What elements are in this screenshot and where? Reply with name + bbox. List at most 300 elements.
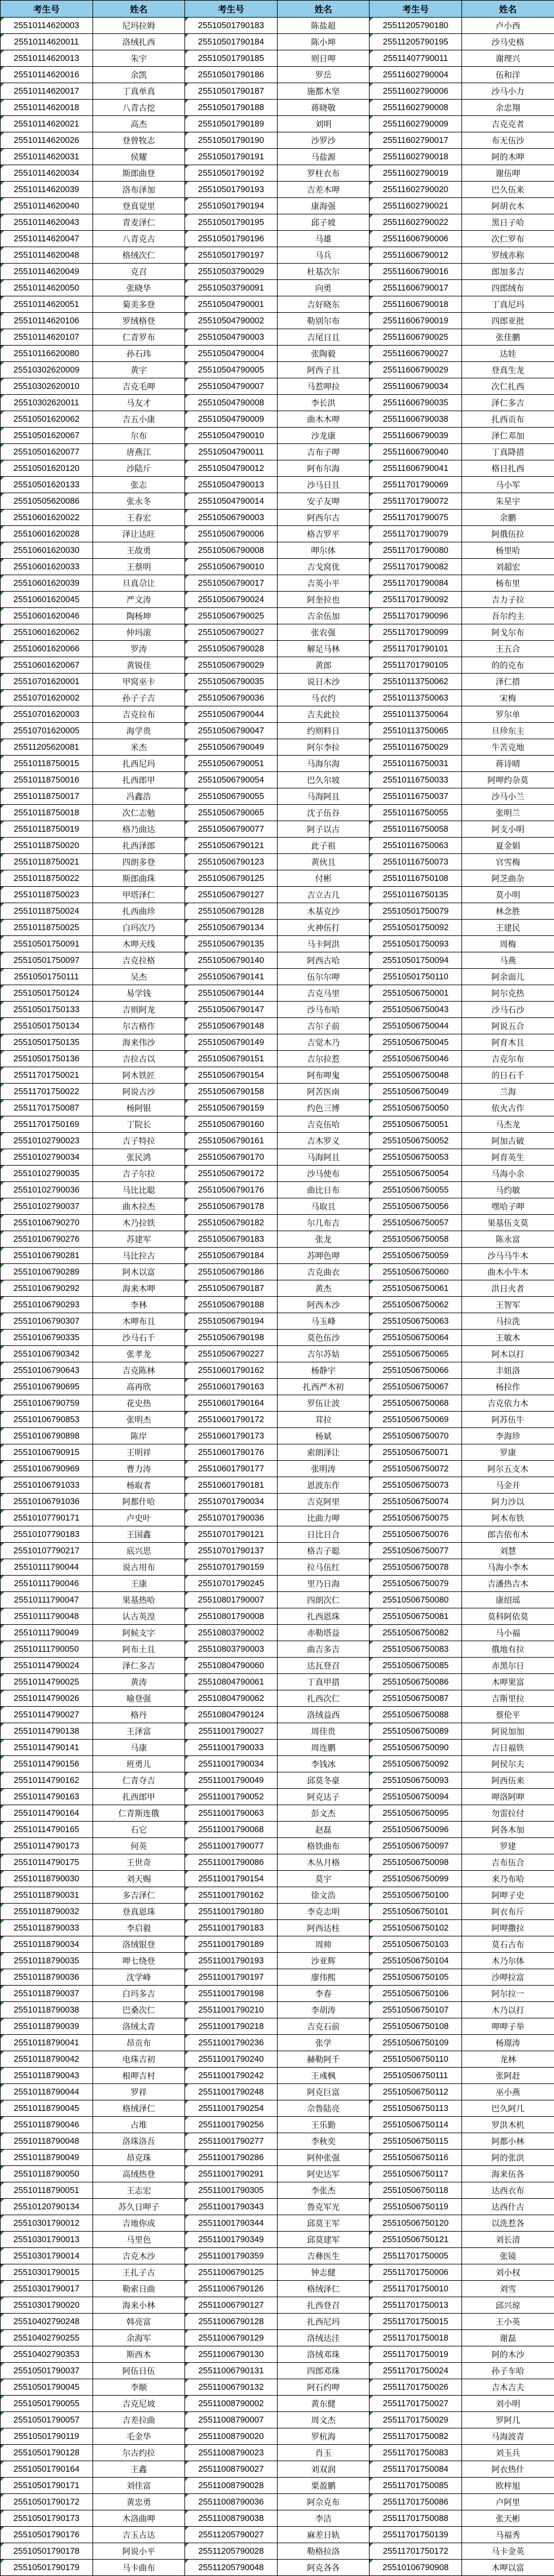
candidate-id-cell[interactable]: 25510506790127 <box>185 887 278 903</box>
candidate-id-cell[interactable]: 25510114620021 <box>1 116 93 132</box>
candidate-id-cell[interactable]: 25511606790029 <box>370 362 462 378</box>
candidate-id-cell[interactable]: 25511606790038 <box>370 411 462 428</box>
candidate-name-cell[interactable]: 王五合 <box>461 641 554 657</box>
candidate-name-cell[interactable]: 解足马林 <box>277 641 370 657</box>
candidate-id-cell[interactable]: 25511008790023 <box>185 2445 278 2461</box>
candidate-id-cell[interactable]: 25510301790013 <box>1 2232 93 2248</box>
candidate-name-cell[interactable]: 陈岸 <box>93 1428 185 1444</box>
candidate-id-cell[interactable]: 25510506750112 <box>370 2084 462 2100</box>
candidate-name-cell[interactable]: 蒋诗晴 <box>461 756 554 772</box>
candidate-id-cell[interactable]: 25510803790002 <box>185 1625 278 1641</box>
candidate-name-cell[interactable]: 马海小李木 <box>461 1559 554 1576</box>
column-header-exam-id-1[interactable]: 考生号 <box>1 1 93 18</box>
candidate-id-cell[interactable]: 25510506790028 <box>185 641 278 657</box>
candidate-id-cell[interactable]: 25510506750085 <box>370 1658 462 1674</box>
candidate-id-cell[interactable]: 25510506790172 <box>185 1166 278 1182</box>
candidate-id-cell[interactable]: 25510804790062 <box>185 1690 278 1707</box>
candidate-name-cell[interactable]: 麻差日轨 <box>277 2527 370 2543</box>
candidate-id-cell[interactable]: 25510504790004 <box>185 346 278 362</box>
candidate-id-cell[interactable]: 25510506750107 <box>370 2002 462 2018</box>
candidate-name-cell[interactable]: 果基热哈 <box>93 1592 185 1608</box>
candidate-id-cell[interactable]: 25510118750019 <box>1 821 93 838</box>
candidate-name-cell[interactable]: 林念胜 <box>461 903 554 920</box>
candidate-name-cell[interactable]: 洛绒达洼 <box>277 2330 370 2346</box>
candidate-name-cell[interactable]: 吉觉木乃 <box>277 1034 370 1051</box>
candidate-id-cell[interactable]: 25510501790045 <box>1 2379 93 2396</box>
candidate-id-cell[interactable]: 25510506750101 <box>370 1904 462 1920</box>
candidate-id-cell[interactable]: 25510506750104 <box>370 1953 462 1969</box>
candidate-id-cell[interactable]: 25510701790034 <box>185 1494 278 1510</box>
candidate-id-cell[interactable]: 25510506750098 <box>370 1854 462 1871</box>
candidate-id-cell[interactable]: 25511602790009 <box>370 116 462 132</box>
candidate-id-cell[interactable]: 25510504790007 <box>185 378 278 395</box>
candidate-id-cell[interactable]: 25510118790044 <box>1 2084 93 2100</box>
candidate-id-cell[interactable]: 25510506790036 <box>185 690 278 706</box>
candidate-id-cell[interactable]: 25510506750119 <box>370 2199 462 2215</box>
candidate-name-cell[interactable]: 阿西伍来 <box>461 1772 554 1789</box>
candidate-name-cell[interactable]: 格铁曲布 <box>277 1838 370 1854</box>
candidate-name-cell[interactable]: 周文杰 <box>277 2412 370 2428</box>
candidate-id-cell[interactable]: 25511001790277 <box>185 2133 278 2150</box>
candidate-id-cell[interactable]: 25510601790172 <box>185 1412 278 1428</box>
candidate-name-cell[interactable]: 王蔡明 <box>93 559 185 575</box>
candidate-name-cell[interactable]: 张明杰 <box>93 1412 185 1428</box>
candidate-id-cell[interactable]: 25510506750113 <box>370 2100 462 2117</box>
candidate-name-cell[interactable]: 吉克拉布 <box>93 706 185 723</box>
candidate-name-cell[interactable]: 旦真尕让 <box>93 575 185 592</box>
candidate-id-cell[interactable]: 25510116750031 <box>370 756 462 772</box>
candidate-id-cell[interactable]: 25510506790227 <box>185 1346 278 1362</box>
candidate-name-cell[interactable]: 付彬 <box>277 870 370 887</box>
candidate-name-cell[interactable]: 阿尔克热 <box>461 985 554 1002</box>
candidate-name-cell[interactable]: 邱莫王军 <box>277 2215 370 2232</box>
candidate-name-cell[interactable]: 吉尾日且 <box>277 329 370 346</box>
candidate-id-cell[interactable]: 25510506790003 <box>185 510 278 526</box>
candidate-id-cell[interactable]: 25511701750006 <box>370 2264 462 2281</box>
candidate-id-cell[interactable]: 25510506790054 <box>185 772 278 788</box>
candidate-name-cell[interactable]: 马盐源 <box>277 149 370 165</box>
candidate-id-cell[interactable]: 25510506750102 <box>370 1920 462 1936</box>
candidate-id-cell[interactable]: 25510106790695 <box>1 1379 93 1395</box>
candidate-name-cell[interactable]: 黄锐佳 <box>93 657 185 674</box>
candidate-id-cell[interactable]: 25511701790079 <box>370 526 462 542</box>
candidate-name-cell[interactable]: 阿胡衣木 <box>461 198 554 214</box>
candidate-id-cell[interactable]: 25510301790014 <box>1 2248 93 2264</box>
candidate-id-cell[interactable]: 25510501750091 <box>1 936 93 952</box>
candidate-id-cell[interactable]: 25510501790119 <box>1 2428 93 2445</box>
candidate-name-cell[interactable]: 杨静宇 <box>277 1362 370 1379</box>
candidate-name-cell[interactable]: 格丹 <box>93 1707 185 1723</box>
candidate-name-cell[interactable]: 吉克依力木 <box>461 1395 554 1412</box>
candidate-id-cell[interactable]: 25510114620026 <box>1 132 93 149</box>
candidate-id-cell[interactable]: 25510118750016 <box>1 772 93 788</box>
candidate-id-cell[interactable]: 25510111790046 <box>1 1576 93 1592</box>
candidate-id-cell[interactable]: 25510506750064 <box>370 1330 462 1346</box>
candidate-id-cell[interactable]: 25510118790035 <box>1 1953 93 1969</box>
candidate-id-cell[interactable]: 25510114790164 <box>1 1805 93 1822</box>
candidate-name-cell[interactable]: 泽让达旺 <box>93 526 185 542</box>
candidate-id-cell[interactable]: 25510506750109 <box>370 2035 462 2051</box>
candidate-id-cell[interactable]: 25510501750092 <box>370 920 462 936</box>
candidate-id-cell[interactable]: 25510506790135 <box>185 936 278 952</box>
candidate-id-cell[interactable]: 25510118750021 <box>1 854 93 870</box>
candidate-name-cell[interactable]: 则日呷 <box>277 50 370 67</box>
candidate-id-cell[interactable]: 25511001790180 <box>185 1904 278 1920</box>
candidate-id-cell[interactable]: 25510114620051 <box>1 296 93 313</box>
candidate-id-cell[interactable]: 25511001790218 <box>185 2018 278 2035</box>
candidate-id-cell[interactable]: 25510504790009 <box>185 411 278 428</box>
candidate-name-cell[interactable]: 王彧枫 <box>277 2068 370 2084</box>
column-header-exam-id-3[interactable]: 考生号 <box>370 1 462 18</box>
candidate-name-cell[interactable]: 约色三博 <box>277 1100 370 1116</box>
candidate-id-cell[interactable]: 25510504790013 <box>185 477 278 493</box>
candidate-name-cell[interactable]: 阿布尔海 <box>277 460 370 477</box>
candidate-id-cell[interactable]: 25510506750114 <box>370 2117 462 2133</box>
candidate-name-cell[interactable]: 沙呷拉富 <box>461 1969 554 1986</box>
candidate-id-cell[interactable]: 25511701750024 <box>370 2363 462 2379</box>
candidate-id-cell[interactable]: 25511205790028 <box>185 2543 278 2560</box>
candidate-name-cell[interactable]: 吉子特拉 <box>93 1133 185 1149</box>
candidate-id-cell[interactable]: 25510106790643 <box>1 1362 93 1379</box>
candidate-name-cell[interactable]: 阿芝曲杂 <box>461 870 554 887</box>
candidate-id-cell[interactable]: 25510506790144 <box>185 985 278 1002</box>
candidate-name-cell[interactable]: 八青古挖 <box>93 100 185 116</box>
candidate-name-cell[interactable]: 马小福 <box>461 1625 554 1641</box>
candidate-name-cell[interactable]: 海学贵 <box>93 723 185 739</box>
candidate-name-cell[interactable]: 勒索日曲 <box>93 2281 185 2297</box>
candidate-name-cell[interactable]: 扎西恩珠 <box>277 1608 370 1625</box>
candidate-id-cell[interactable]: 25510118750020 <box>1 838 93 854</box>
candidate-name-cell[interactable]: 唐燕江 <box>93 444 185 460</box>
candidate-id-cell[interactable]: 25511701750021 <box>1 1067 93 1084</box>
candidate-name-cell[interactable]: 马里色 <box>93 2232 185 2248</box>
candidate-name-cell[interactable]: 阿呷撒拉 <box>461 1920 554 1936</box>
candidate-id-cell[interactable]: 25510113750064 <box>370 706 462 723</box>
candidate-id-cell[interactable]: 25511008790038 <box>185 2510 278 2527</box>
candidate-id-cell[interactable]: 25510506750108 <box>370 2018 462 2035</box>
candidate-name-cell[interactable]: 阿伍日伍 <box>93 2363 185 2379</box>
candidate-name-cell[interactable]: 张学 <box>277 2035 370 2051</box>
candidate-id-cell[interactable]: 25511006790127 <box>185 2297 278 2314</box>
candidate-id-cell[interactable]: 25511001790052 <box>185 1789 278 1805</box>
candidate-name-cell[interactable]: 李启毅 <box>93 1920 185 1936</box>
candidate-id-cell[interactable]: 25511602790004 <box>370 67 462 83</box>
candidate-name-cell[interactable]: 彭文杰 <box>277 1805 370 1822</box>
candidate-id-cell[interactable]: 25510501790197 <box>185 247 278 264</box>
candidate-name-cell[interactable]: 阿说加加 <box>461 1723 554 1740</box>
candidate-name-cell[interactable]: 沙马小力 <box>461 83 554 100</box>
candidate-name-cell[interactable]: 莫石古布 <box>461 1936 554 1953</box>
candidate-id-cell[interactable]: 25510506790017 <box>185 575 278 592</box>
candidate-name-cell[interactable]: 格日扎西 <box>461 460 554 477</box>
candidate-id-cell[interactable]: 25511001790197 <box>185 1969 278 1986</box>
candidate-name-cell[interactable]: 吉克曲衣 <box>277 1264 370 1280</box>
candidate-name-cell[interactable]: 阿的木沙 <box>461 2346 554 2363</box>
candidate-id-cell[interactable]: 25511602790021 <box>370 198 462 214</box>
candidate-id-cell[interactable]: 25510118790032 <box>1 1904 93 1920</box>
candidate-id-cell[interactable]: 25511001790256 <box>185 2117 278 2133</box>
candidate-id-cell[interactable]: 25510504790008 <box>185 395 278 411</box>
candidate-id-cell[interactable]: 25510501790189 <box>185 116 278 132</box>
candidate-id-cell[interactable]: 25510114620018 <box>1 100 93 116</box>
candidate-id-cell[interactable]: 25510506790055 <box>185 788 278 805</box>
candidate-id-cell[interactable]: 25511006790126 <box>185 2281 278 2297</box>
candidate-name-cell[interactable]: 王扎子古 <box>93 2264 185 2281</box>
candidate-id-cell[interactable]: 25510506790176 <box>185 1182 278 1198</box>
candidate-id-cell[interactable]: 25510501790057 <box>1 2412 93 2428</box>
candidate-id-cell[interactable]: 25510501790188 <box>185 100 278 116</box>
candidate-id-cell[interactable]: 25511205790048 <box>185 2560 278 2576</box>
candidate-id-cell[interactable]: 25510506790141 <box>185 969 278 985</box>
candidate-name-cell[interactable]: 丰妞洛 <box>461 1362 554 1379</box>
candidate-id-cell[interactable]: 25510506750103 <box>370 1936 462 1953</box>
candidate-name-cell[interactable]: 阿木铁匠 <box>93 1067 185 1084</box>
candidate-id-cell[interactable]: 25510114790163 <box>1 1789 93 1805</box>
candidate-id-cell[interactable]: 25511001790183 <box>185 1920 278 1936</box>
candidate-id-cell[interactable]: 25511001790344 <box>185 2215 278 2232</box>
candidate-id-cell[interactable]: 25510506790140 <box>185 952 278 969</box>
candidate-name-cell[interactable]: 曲比日布 <box>277 1182 370 1198</box>
candidate-name-cell[interactable]: 海来木呷 <box>93 1280 185 1297</box>
candidate-id-cell[interactable]: 25510503790091 <box>185 280 278 296</box>
candidate-name-cell[interactable]: 木呷布且 <box>93 1313 185 1330</box>
candidate-id-cell[interactable]: 25511001790068 <box>185 1822 278 1838</box>
candidate-id-cell[interactable]: 25510501750134 <box>1 1018 93 1034</box>
candidate-id-cell[interactable]: 25510106790908 <box>370 2560 462 2576</box>
candidate-id-cell[interactable]: 25510506750081 <box>370 1608 462 1625</box>
candidate-name-cell[interactable]: 马友才 <box>93 395 185 411</box>
candidate-name-cell[interactable]: 阿支小明 <box>461 821 554 838</box>
candidate-id-cell[interactable]: 25510501790184 <box>185 34 278 50</box>
candidate-name-cell[interactable]: 黑日子哈 <box>461 214 554 231</box>
candidate-id-cell[interactable]: 25510113750065 <box>370 723 462 739</box>
candidate-id-cell[interactable]: 25510506750055 <box>370 1182 462 1198</box>
candidate-name-cell[interactable]: 吉尔苏姑 <box>277 1346 370 1362</box>
candidate-id-cell[interactable]: 25510506790198 <box>185 1330 278 1346</box>
candidate-id-cell[interactable]: 25510118790037 <box>1 1986 93 2002</box>
candidate-name-cell[interactable]: 的的克布 <box>461 657 554 674</box>
candidate-name-cell[interactable]: 周连鹏 <box>277 1740 370 1756</box>
candidate-id-cell[interactable]: 25510505620086 <box>1 493 93 510</box>
candidate-name-cell[interactable]: 张镜 <box>461 2248 554 2264</box>
candidate-id-cell[interactable]: 25511606790039 <box>370 428 462 444</box>
candidate-name-cell[interactable]: 马康 <box>93 1740 185 1756</box>
candidate-name-cell[interactable]: 阿衣布斤 <box>461 1904 554 1920</box>
candidate-id-cell[interactable]: 25511006790132 <box>185 2379 278 2396</box>
candidate-id-cell[interactable]: 25510506750115 <box>370 2133 462 2150</box>
candidate-name-cell[interactable]: 甲塔泽仁 <box>93 887 185 903</box>
candidate-name-cell[interactable]: 阿尔李拉 <box>277 739 370 756</box>
candidate-id-cell[interactable]: 25510506790029 <box>185 657 278 674</box>
candidate-name-cell[interactable]: 吉克拉格 <box>93 952 185 969</box>
candidate-name-cell[interactable]: 尔布 <box>93 428 185 444</box>
candidate-id-cell[interactable]: 25510114790141 <box>1 1740 93 1756</box>
candidate-id-cell[interactable]: 25510701620005 <box>1 723 93 739</box>
candidate-name-cell[interactable]: 马海阿且 <box>277 1149 370 1166</box>
candidate-name-cell[interactable]: 王建民 <box>461 920 554 936</box>
candidate-name-cell[interactable]: 刘明 <box>277 116 370 132</box>
candidate-id-cell[interactable]: 25511205620081 <box>1 739 93 756</box>
candidate-id-cell[interactable]: 25510501790171 <box>1 2478 93 2494</box>
candidate-id-cell[interactable]: 25511701750139 <box>370 2527 462 2543</box>
candidate-id-cell[interactable]: 25510501790193 <box>185 182 278 198</box>
candidate-id-cell[interactable]: 25510506750043 <box>370 1002 462 1018</box>
candidate-id-cell[interactable]: 25510106790759 <box>1 1395 93 1412</box>
candidate-name-cell[interactable]: 尔古约拉 <box>93 2445 185 2461</box>
candidate-id-cell[interactable]: 25510106790969 <box>1 1461 93 1477</box>
candidate-name-cell[interactable]: 余海军 <box>93 2330 185 2346</box>
candidate-name-cell[interactable]: 阿子以古 <box>277 821 370 838</box>
candidate-id-cell[interactable]: 25510506750092 <box>370 1756 462 1772</box>
candidate-id-cell[interactable]: 25510106790293 <box>1 1297 93 1313</box>
candidate-name-cell[interactable]: 巴久伍来 <box>461 182 554 198</box>
candidate-name-cell[interactable]: 吉布伍合 <box>461 1854 554 1871</box>
candidate-name-cell[interactable]: 扎西次仁 <box>277 1690 370 1707</box>
candidate-name-cell[interactable]: 罗阿几 <box>461 2412 554 2428</box>
candidate-name-cell[interactable]: 曲木拉杰 <box>93 1198 185 1215</box>
candidate-id-cell[interactable]: 25510302620009 <box>1 362 93 378</box>
candidate-id-cell[interactable]: 25510501790173 <box>1 2510 93 2527</box>
candidate-name-cell[interactable]: 阿仲张强 <box>277 2150 370 2166</box>
candidate-id-cell[interactable]: 25510503790029 <box>185 264 278 280</box>
candidate-name-cell[interactable]: 阿的木呷 <box>461 149 554 165</box>
candidate-id-cell[interactable]: 25510118750024 <box>1 903 93 920</box>
candidate-id-cell[interactable]: 25510601620066 <box>1 641 93 657</box>
candidate-id-cell[interactable]: 25510506750090 <box>370 1740 462 1756</box>
candidate-id-cell[interactable]: 25510804790124 <box>185 1707 278 1723</box>
candidate-name-cell[interactable]: 马玉峰 <box>277 1313 370 1330</box>
candidate-name-cell[interactable]: 莫宇 <box>277 1871 370 1887</box>
candidate-id-cell[interactable]: 25510114620106 <box>1 313 93 329</box>
candidate-id-cell[interactable]: 25510106790307 <box>1 1313 93 1330</box>
candidate-name-cell[interactable]: 阿奎拉也 <box>277 592 370 608</box>
candidate-name-cell[interactable]: 吉地你成 <box>93 2215 185 2232</box>
candidate-id-cell[interactable]: 25511001790033 <box>185 1740 278 1756</box>
candidate-id-cell[interactable]: 25510601620028 <box>1 526 93 542</box>
candidate-name-cell[interactable]: 海来伍各 <box>461 2166 554 2182</box>
candidate-id-cell[interactable]: 25510506790049 <box>185 739 278 756</box>
candidate-id-cell[interactable]: 25510601620067 <box>1 657 93 674</box>
candidate-id-cell[interactable]: 25510506750100 <box>370 1887 462 1904</box>
candidate-id-cell[interactable]: 25510601790176 <box>185 1444 278 1461</box>
candidate-id-cell[interactable]: 25510301790017 <box>1 2281 93 2297</box>
candidate-id-cell[interactable]: 25511001790077 <box>185 1838 278 1854</box>
candidate-name-cell[interactable]: 沙马马牛木 <box>461 1248 554 1264</box>
candidate-id-cell[interactable]: 25510506790077 <box>185 821 278 838</box>
candidate-id-cell[interactable]: 25510111790048 <box>1 1608 93 1625</box>
candidate-id-cell[interactable]: 25510114790165 <box>1 1822 93 1838</box>
candidate-id-cell[interactable]: 25511008790007 <box>185 2412 278 2428</box>
candidate-id-cell[interactable]: 25511001790349 <box>185 2232 278 2248</box>
candidate-name-cell[interactable]: 洛绒银登 <box>93 1936 185 1953</box>
candidate-id-cell[interactable]: 25511701790105 <box>370 657 462 674</box>
candidate-name-cell[interactable]: 嘿哈子呷 <box>461 1198 554 1215</box>
candidate-id-cell[interactable]: 25510506750061 <box>370 1280 462 1297</box>
candidate-name-cell[interactable]: 阿力沙以 <box>461 1494 554 1510</box>
candidate-name-cell[interactable]: 多吉泽仁 <box>93 1887 185 1904</box>
candidate-name-cell[interactable]: 仁青罗布 <box>93 329 185 346</box>
candidate-id-cell[interactable]: 25510504790005 <box>185 362 278 378</box>
candidate-id-cell[interactable]: 25510106790289 <box>1 1264 93 1280</box>
candidate-name-cell[interactable]: 吉克毛呷 <box>93 378 185 395</box>
candidate-id-cell[interactable]: 25511008790020 <box>185 2428 278 2445</box>
candidate-name-cell[interactable]: 吉英小平 <box>277 575 370 592</box>
candidate-name-cell[interactable]: 苏呷色呷 <box>277 1248 370 1264</box>
candidate-name-cell[interactable]: 沙马石千 <box>93 1330 185 1346</box>
candidate-name-cell[interactable]: 吉差木呷 <box>277 182 370 198</box>
candidate-id-cell[interactable]: 25510506790134 <box>185 920 278 936</box>
candidate-id-cell[interactable]: 25511006790128 <box>185 2314 278 2330</box>
candidate-id-cell[interactable]: 25510118790034 <box>1 1936 93 1953</box>
candidate-name-cell[interactable]: 马金开 <box>461 1477 554 1494</box>
candidate-name-cell[interactable]: 扎西尼玛 <box>93 756 185 772</box>
candidate-id-cell[interactable]: 25510118790033 <box>1 1920 93 1936</box>
column-header-name-2[interactable]: 姓名 <box>277 1 370 18</box>
candidate-id-cell[interactable]: 25510111790044 <box>1 1559 93 1576</box>
candidate-id-cell[interactable]: 25510504790011 <box>185 444 278 460</box>
candidate-name-cell[interactable]: 马海小余 <box>461 1166 554 1182</box>
candidate-name-cell[interactable]: 扎西严木初 <box>277 1379 370 1395</box>
candidate-name-cell[interactable]: 刘小权 <box>461 2264 554 2281</box>
candidate-name-cell[interactable]: 阿说小平 <box>93 2543 185 2560</box>
candidate-name-cell[interactable]: 达西衣布 <box>461 2182 554 2199</box>
candidate-name-cell[interactable]: 李海珍 <box>461 1428 554 1444</box>
candidate-name-cell[interactable]: 黄伙且 <box>277 854 370 870</box>
candidate-name-cell[interactable]: 邱莫冬豪 <box>277 1772 370 1789</box>
candidate-id-cell[interactable]: 25511001790189 <box>185 1936 278 1953</box>
candidate-id-cell[interactable]: 25510506750121 <box>370 2232 462 2248</box>
candidate-name-cell[interactable]: 阿克达子 <box>277 1789 370 1805</box>
candidate-id-cell[interactable]: 25510114620016 <box>1 67 93 83</box>
candidate-name-cell[interactable]: 赫勒阿千 <box>277 2051 370 2068</box>
candidate-id-cell[interactable]: 25510506750072 <box>370 1461 462 1477</box>
candidate-id-cell[interactable]: 25510506750070 <box>370 1428 462 1444</box>
candidate-name-cell[interactable]: 徐文浩 <box>277 1887 370 1904</box>
candidate-id-cell[interactable]: 25510501750079 <box>370 903 462 920</box>
candidate-id-cell[interactable]: 25510506750105 <box>370 1969 462 1986</box>
candidate-id-cell[interactable]: 25510116750037 <box>370 788 462 805</box>
candidate-name-cell[interactable]: 喻登强 <box>93 1690 185 1707</box>
candidate-id-cell[interactable]: 25510601620045 <box>1 592 93 608</box>
candidate-name-cell[interactable]: 罗柱衣布 <box>277 165 370 182</box>
candidate-id-cell[interactable]: 25510501790186 <box>185 67 278 83</box>
candidate-name-cell[interactable]: 韩亮富 <box>93 2314 185 2330</box>
candidate-name-cell[interactable]: 丁真降措 <box>461 444 554 460</box>
candidate-id-cell[interactable]: 25510114790025 <box>1 1674 93 1690</box>
candidate-name-cell[interactable]: 四朗多登 <box>93 854 185 870</box>
candidate-name-cell[interactable]: 严文涛 <box>93 592 185 608</box>
candidate-name-cell[interactable]: 丁真尼玛 <box>461 296 554 313</box>
candidate-id-cell[interactable]: 25510116750108 <box>370 870 462 887</box>
candidate-name-cell[interactable]: 海来伟沙 <box>93 1034 185 1051</box>
candidate-name-cell[interactable]: 何英 <box>93 1838 185 1854</box>
candidate-id-cell[interactable]: 25510506790006 <box>185 526 278 542</box>
candidate-name-cell[interactable]: 扎西贡布 <box>461 411 554 428</box>
candidate-name-cell[interactable]: 次仁罗布 <box>461 231 554 247</box>
candidate-id-cell[interactable]: 25510116750033 <box>370 772 462 788</box>
candidate-id-cell[interactable]: 25511701750015 <box>370 2314 462 2330</box>
candidate-id-cell[interactable]: 25511701750026 <box>370 2379 462 2396</box>
candidate-id-cell[interactable]: 25511701750022 <box>1 1084 93 1100</box>
candidate-id-cell[interactable]: 25510506790188 <box>185 1297 278 1313</box>
candidate-id-cell[interactable]: 25510118790036 <box>1 1969 93 1986</box>
candidate-id-cell[interactable]: 25510506750051 <box>370 1116 462 1133</box>
candidate-id-cell[interactable]: 25510114620031 <box>1 149 93 165</box>
candidate-name-cell[interactable]: 孙石玮 <box>93 346 185 362</box>
candidate-name-cell[interactable]: 沙马石沙 <box>461 1002 554 1018</box>
candidate-id-cell[interactable]: 25511205790027 <box>185 2527 278 2543</box>
candidate-name-cell[interactable]: 王乐勤 <box>277 2117 370 2133</box>
